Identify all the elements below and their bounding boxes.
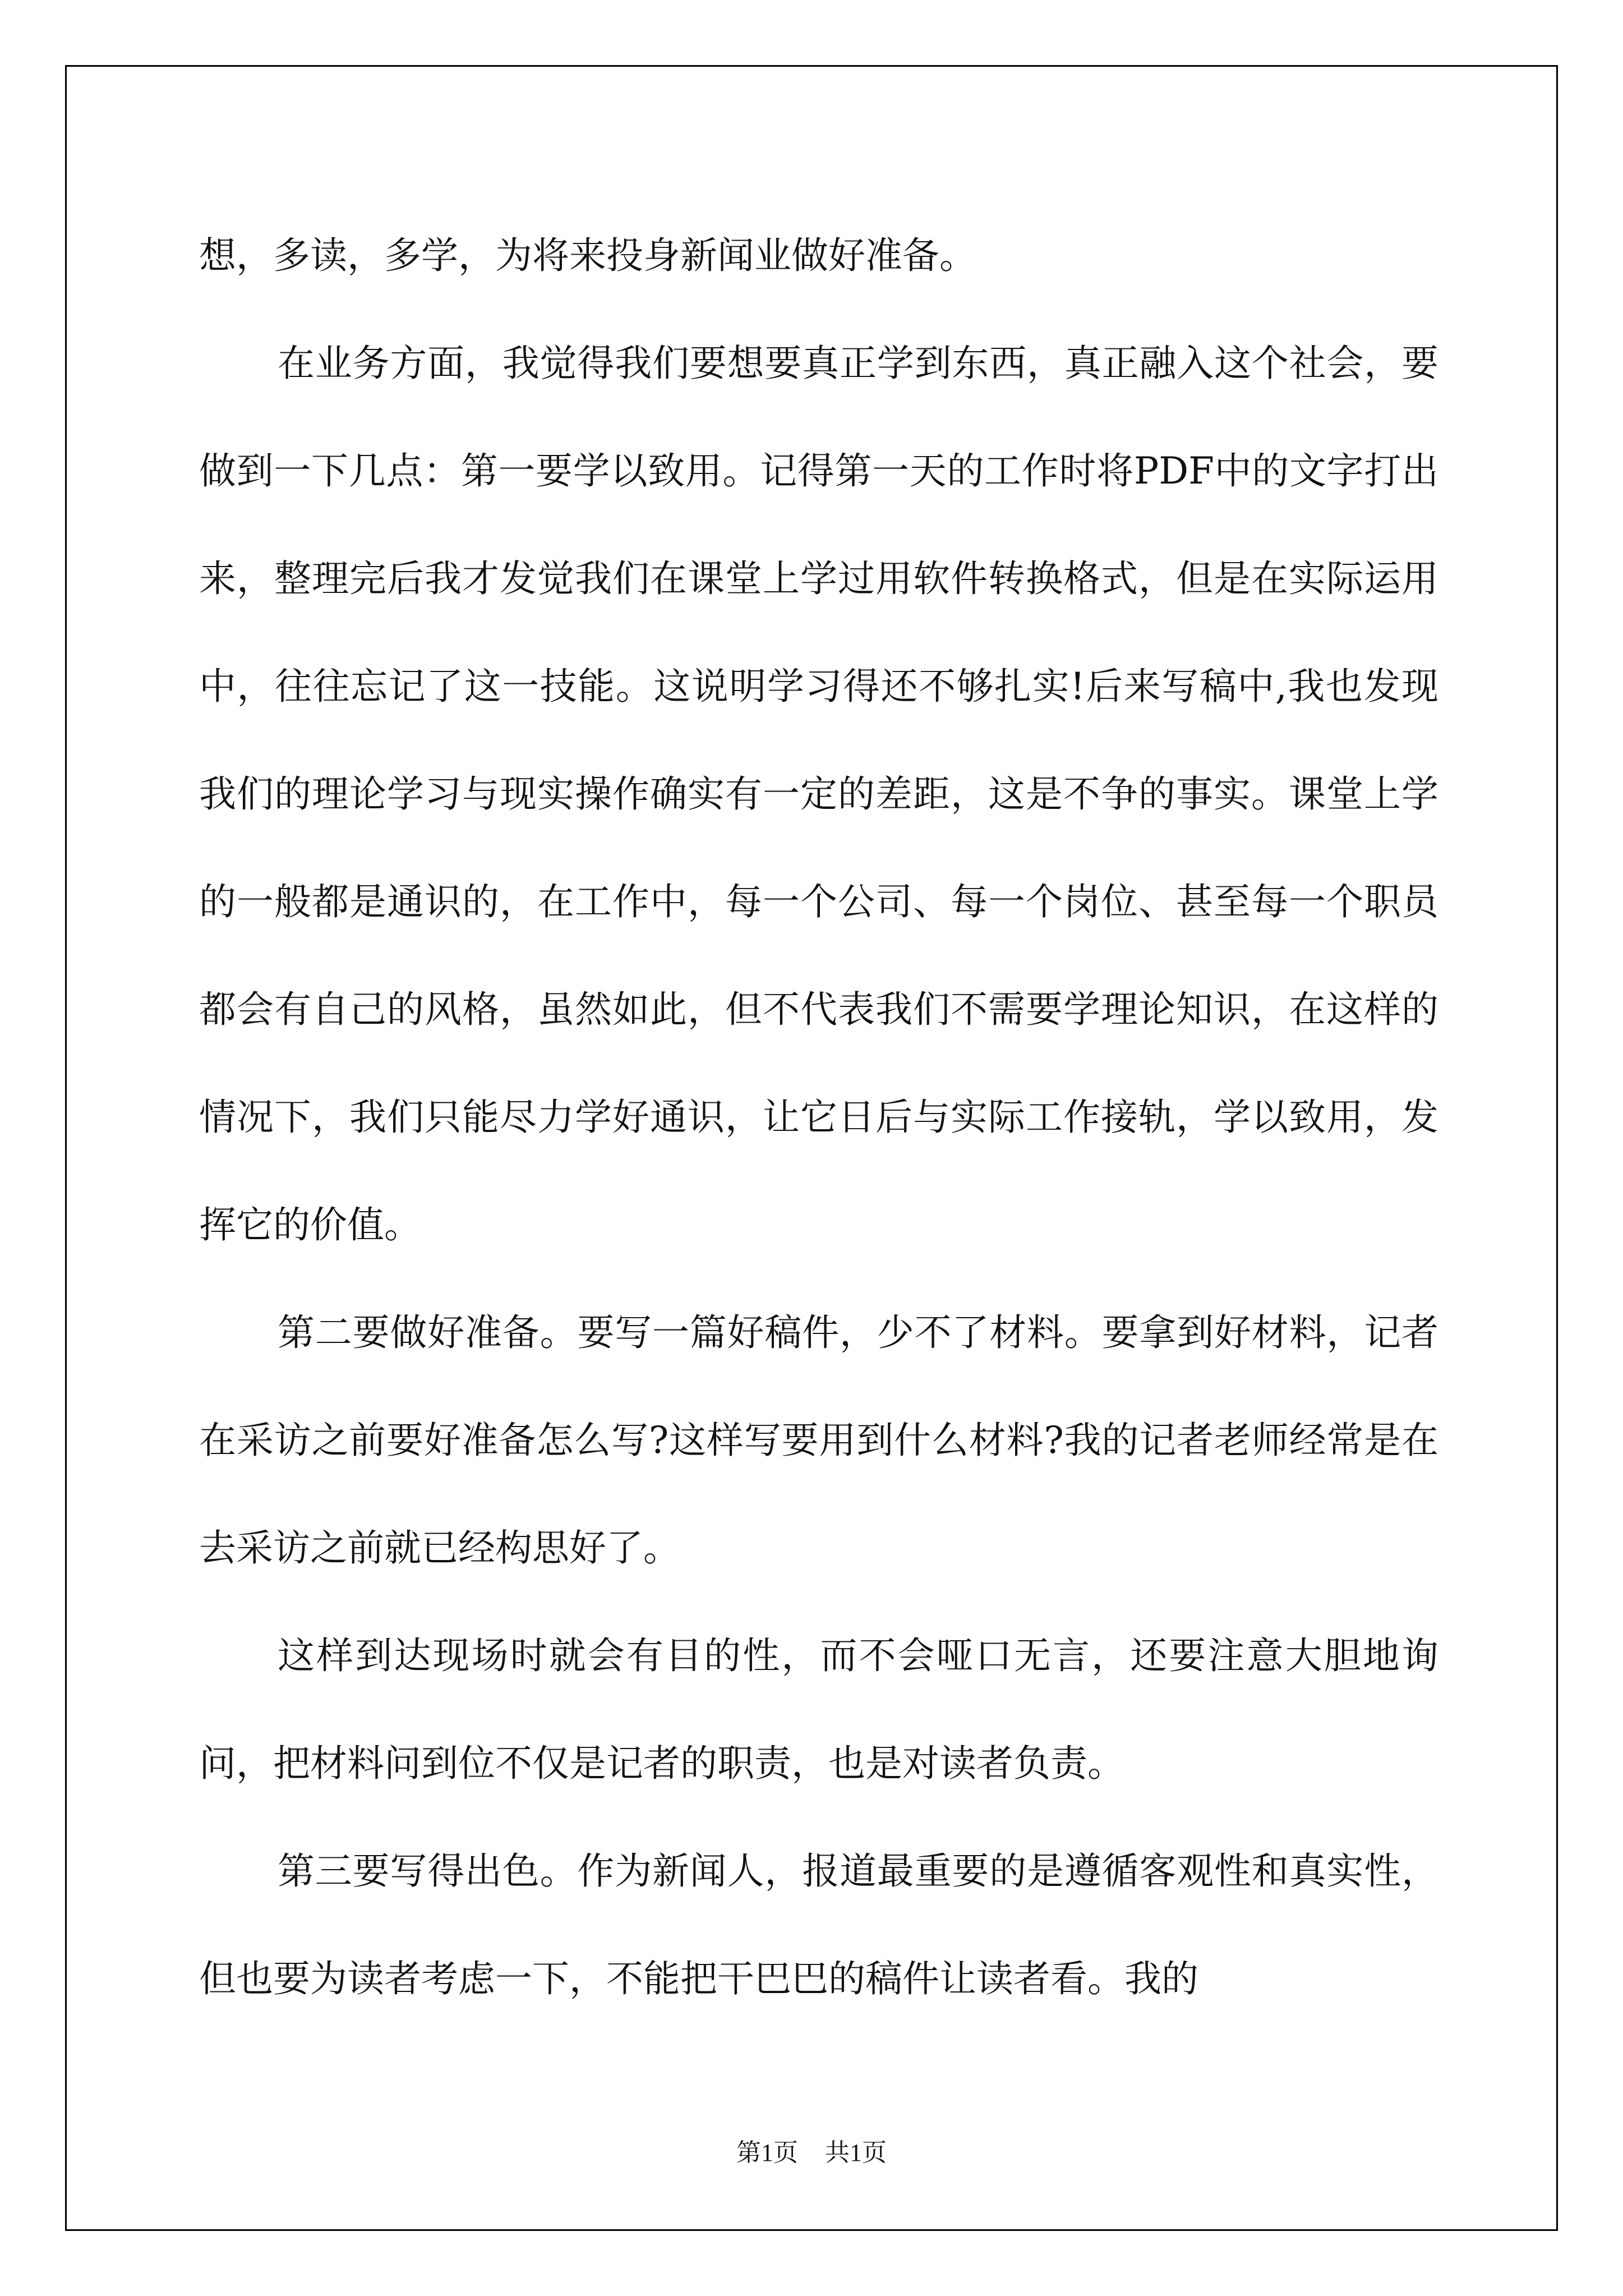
page-total: 共1页 [825,2139,887,2166]
paragraph-5: 第三要写得出色。作为新闻人，报道最重要的是遵循客观性和真实性，但也要为读者考虑一下，不能把干巴巴的稿件让读者看。我的 [199,1849,1438,2000]
document-body [199,202,1438,2033]
paragraph-1: 想，多读，多学，为将来投身新闻业做好准备。 [199,234,976,277]
paragraph-3: 第二要做好准备。要写一篇好稿件，少不了材料。要拿到好材料，记者在采访之前要好准备怎么写?这样写要用到什么材料?我的记者老师经常是在去采访之前就已经构思好了。 [199,1311,1438,1570]
paragraph-2: 在业务方面，我觉得我们要想要真正学到东西，真正融入这个社会，要做到一下几点：第一要学以致用。记得第一天的工作时将PDF中的文字打出来，整理完后我才发觉我们在课堂上学过用软件转换格式，但是在实际运用中，往往忘记了这一技能。这说明学习得还不够扎实!后来写稿中,我也发现我们的理论学习与现实操作确实有一定的差距，这是不争的事实。课堂上学的一般都是通识的，在工作中，每一个公司、每一个岗位、甚至每一个职员都会有自己的风格，虽然如此，但不代表我们不需要学理论知识，在这样的情况下，我们只能尽力学好通识，让它日后与实际工作接轨，学以致用，发挥它的价值。 [199,342,1438,1246]
page-footer [0,2136,1623,2170]
page-number: 第1页 [736,2139,798,2166]
paragraph-4: 这样到达现场时就会有目的性，而不会哑口无言，还要注意大胆地询问，把材料问到位不仅是记者的职责，也是对读者负责。 [199,1634,1438,1785]
